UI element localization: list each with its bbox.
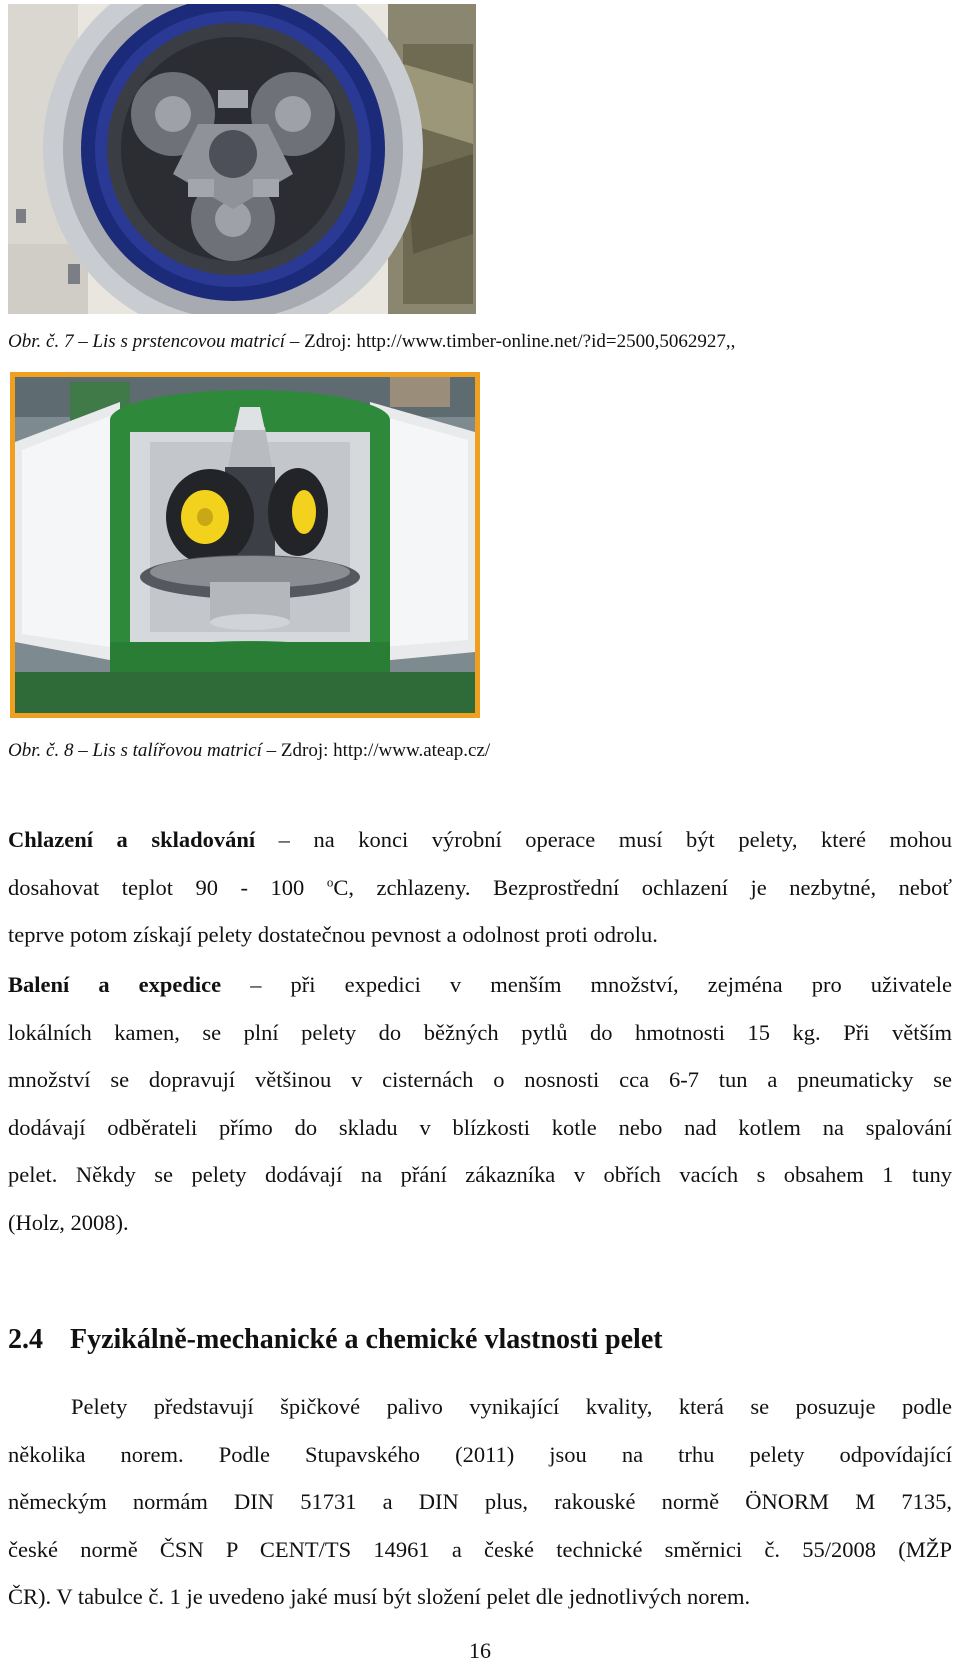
line-text: – při expedici v menším množství, zejména pro uživatele [221,972,953,997]
paragraph-line: (Holz, 2008). [8,1209,129,1235]
figure-8-title: Lis s talířovou matricí [92,740,262,761]
cooling-storage-term: Chlazení a skladování [8,827,256,852]
packaging-dispatch-term: Balení a expedice [8,972,222,997]
pellet-standards-paragraph [8,1383,952,1621]
line-text: C, zchlazeny. Bezprostřední ochlazení je nezbytné, neboť [333,874,952,900]
figure-8-dash: – [73,740,93,761]
paragraph-line: teprve potom získají pelety dostatečnou pevnost a odolnost proti odrolu. [8,922,658,947]
figure-7-number: Obr. č. 7 [8,331,74,352]
paragraph-line [8,961,952,1009]
section-heading [8,1324,663,1356]
paragraph-line: množství se dopravují většinou v cisternách o nosnosti cca 6-7 tun a pneumaticky se [8,1067,952,1092]
packaging-dispatch-paragraph [8,961,952,1246]
paragraph-line: lokálních kamen, se plní pelety do běžných pytlů do hmotnosti 15 kg. Při větším [8,1019,952,1045]
figure-8-caption [8,740,490,762]
flat-die-press-photo [10,372,480,718]
paragraph-line: pelet. Někdy se pelety dodávají na přání zákazníka v obřích vacích s obsahem 1 tuny [8,1162,952,1187]
paragraph-line: německým normám DIN 51731 a DIN plus, rakouské normě ÖNORM M 7135, [8,1489,952,1514]
paragraph-line [8,816,952,864]
figure-7-caption [8,331,735,353]
paragraph-line [8,864,952,912]
section-number: 2.4 [8,1324,43,1355]
paragraph-line: ČR). V tabulce č. 1 je uvedeno jaké musí být složení pelet dle jednotlivých norem. [8,1584,751,1609]
cooling-storage-paragraph [8,816,952,959]
figure-8-number: Obr. č. 8 [8,740,74,761]
paragraph-line: dodávají odběrateli přímo do skladu v blízkosti kotle nebo nad kotlem na spalování [8,1114,952,1140]
line-text: – na konci výrobní operace musí být pelety, které mohou [255,827,952,852]
degree-superscript: o [326,874,334,889]
figure-7-dash: – [73,331,93,352]
flat-die-press-image [10,372,480,718]
paragraph-line: Pelety představují špičkové palivo vynikající kvality, která se posuzuje podle [71,1394,952,1419]
ring-die-press-photo [8,4,476,314]
paragraph-line: české normě ČSN P CENT/TS 14961 a české technické směrnici č. 55/2008 (MŽP [8,1536,952,1562]
page-number: 16 [469,1638,491,1663]
section-title: Fyzikálně-mechanické a chemické vlastnosti pelet [70,1324,663,1355]
ring-die-press-image [8,4,476,314]
line-text: dosahovat teplot 90 - 100 [8,874,327,900]
figure-7-source: – Zdroj: http://www.timber-online.net/?id=2500,5062927,, [285,331,736,352]
paragraph-line: několika norem. Podle Stupavského (2011) jsou na trhu pelety odpovídající [8,1441,952,1467]
figure-7-title: Lis s prstencovou matricí [92,331,286,352]
figure-8-source: – Zdroj: http://www.ateap.cz/ [261,740,491,761]
